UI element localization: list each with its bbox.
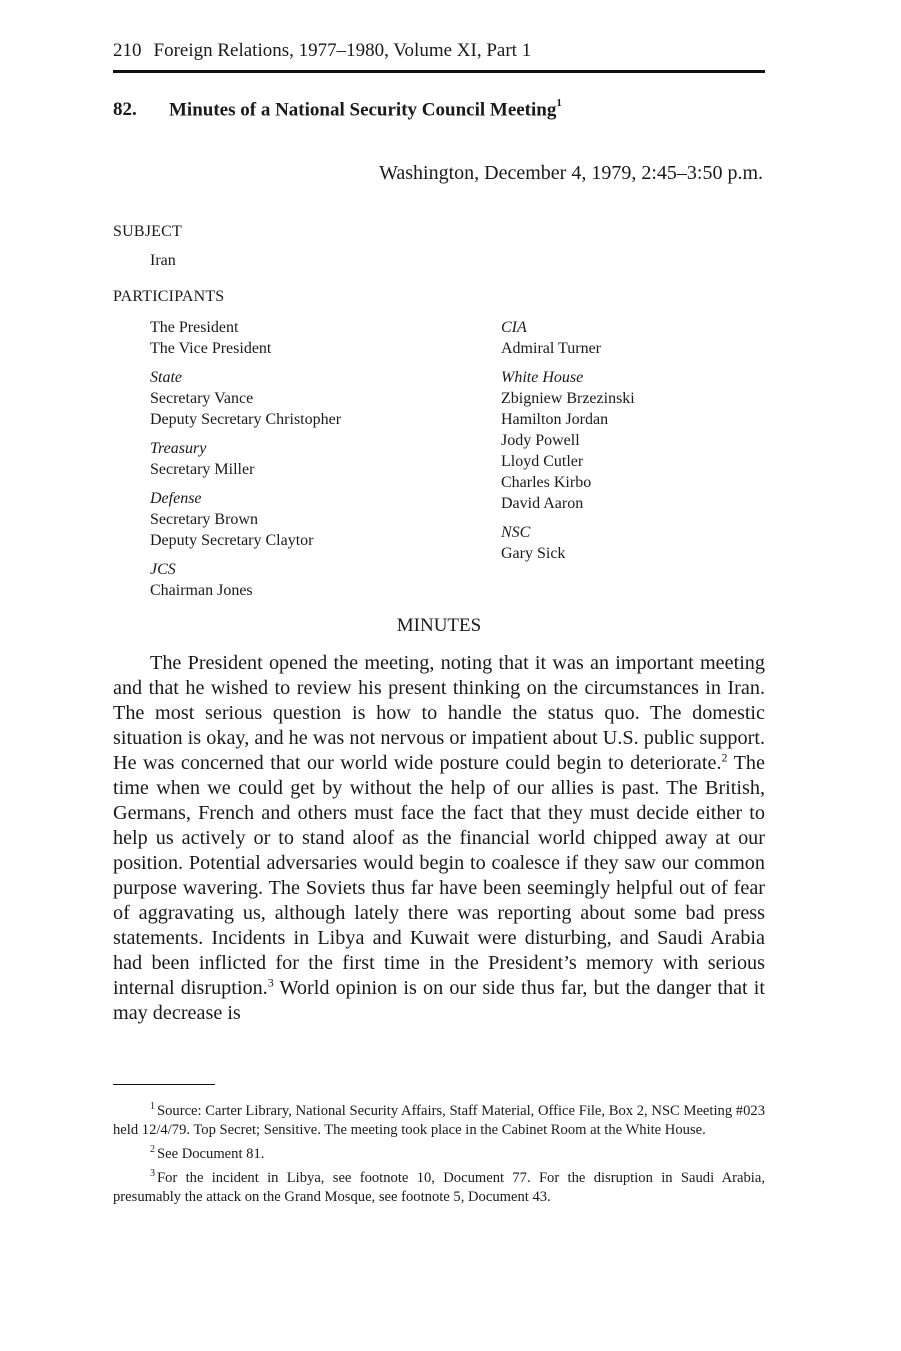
participant-name: Jody Powell [501, 432, 580, 449]
header-rule [113, 70, 765, 73]
participant-name: Lloyd Cutler [501, 453, 584, 470]
document-page [113, 36, 765, 1205]
participant-name: Secretary Vance [150, 390, 254, 407]
participants-label: PARTICIPANTS [113, 288, 225, 305]
participants-right-column [501, 317, 761, 572]
participant-group [150, 488, 490, 551]
text-run: The time when we could get by without the help of our allies is past. The British, Germans, French and others must face the fact that they must decide either to help us actively or to stand aloof as the financial world chipped away at our position. Potential adversaries would begin to coalesce if they saw our common purpose wavering. The Soviets thus far have been seemingly helpful out of fear of aggravating us, although lately there was reporting about some bad press statements. Incidents in Libya and Kuwait were disturbing, and Saudi Arabia had been inflicted for the first time in the President’s memory with serious internal disruption. [113, 752, 765, 999]
footnote-ref: 3 [267, 975, 274, 990]
agency-title: CIA [501, 319, 527, 336]
text-run: The President opened the meeting, noting that it was an important meeting and that he wished to review his present thinking on the circumstances in Iran. The most serious question is how to handle the status quo. The domestic situation is okay, and he was not nervous or impatient about U.S. public support. He was concerned that our world wide posture could begin to deteriorate. [113, 652, 765, 774]
participant-name: Charles Kirbo [501, 474, 592, 491]
footnote-text: Source: Carter Library, National Security Affairs, Staff Material, Office File, Box 2, NSC Meeting #023 held 12/4/79. Top Secret; Sensitive. The meeting took place in the Cabinet Room at the White House. [113, 1103, 765, 1138]
participant-name: Hamilton Jordan [501, 411, 609, 428]
minutes-paragraph [113, 651, 765, 1026]
participant-name: Chairman Jones [150, 582, 253, 599]
agency-title: State [150, 369, 182, 386]
footnote-number: 2 [150, 1144, 155, 1156]
footnote [113, 1102, 765, 1140]
participant-group [150, 367, 490, 430]
document-title: Minutes of a National Security Council Meeting [169, 99, 557, 121]
participant-name: Gary Sick [501, 545, 566, 562]
page-number: 210 [113, 40, 142, 61]
participant-group [150, 559, 490, 601]
footnote-text: See Document 81. [157, 1146, 265, 1162]
participant-group [150, 317, 490, 359]
minutes-heading: MINUTES [396, 615, 482, 636]
participant-name: Admiral Turner [501, 340, 601, 357]
participant-name: Zbigniew Brzezinski [501, 390, 635, 407]
agency-title: NSC [501, 524, 531, 541]
footnote-number: 3 [150, 1168, 155, 1180]
footnote-rule [113, 1084, 215, 1085]
participant-group [501, 522, 761, 564]
subject-label: SUBJECT [113, 223, 182, 240]
participant-name: The Vice President [150, 340, 272, 357]
participant-group [501, 317, 761, 359]
agency-title: JCS [150, 561, 176, 578]
minutes-body [113, 651, 765, 1026]
participant-name: Deputy Secretary Christopher [150, 411, 342, 428]
participant-name: Secretary Brown [150, 511, 258, 528]
participant-group [150, 438, 490, 480]
footnote [113, 1145, 765, 1164]
participant-name: The President [150, 319, 239, 336]
text-run: World opinion is on our side thus far, but the danger that it may decrease is [113, 977, 765, 1024]
participant-group [501, 367, 761, 514]
footnote [113, 1169, 765, 1207]
footnote-ref: 2 [721, 750, 728, 765]
document-heading [113, 99, 562, 121]
subject-value: Iran [150, 252, 176, 269]
document-number: 82. [113, 99, 137, 121]
footnote-number: 1 [150, 1101, 155, 1113]
title-footnote-ref: 1 [556, 97, 562, 109]
participant-name: Deputy Secretary Claytor [150, 532, 314, 549]
participant-name: David Aaron [501, 495, 584, 512]
footnotes [113, 1102, 765, 1212]
agency-title: Treasury [150, 440, 207, 457]
participant-name: Secretary Miller [150, 461, 255, 478]
agency-title: Defense [150, 490, 202, 507]
footnote-text: For the incident in Libya, see footnote 10, Document 77. For the disruption in Saudi Arabia, presumably the attack on the Grand Mosque, see footnote 5, Document 43. [113, 1170, 765, 1205]
series-title: Foreign Relations, 1977–1980, Volume XI, Part 1 [153, 40, 532, 61]
agency-title: White House [501, 369, 584, 386]
participants-left-column [150, 317, 490, 609]
running-header [113, 36, 765, 66]
dateline: Washington, December 4, 1979, 2:45–3:50 p.m. [379, 162, 763, 184]
